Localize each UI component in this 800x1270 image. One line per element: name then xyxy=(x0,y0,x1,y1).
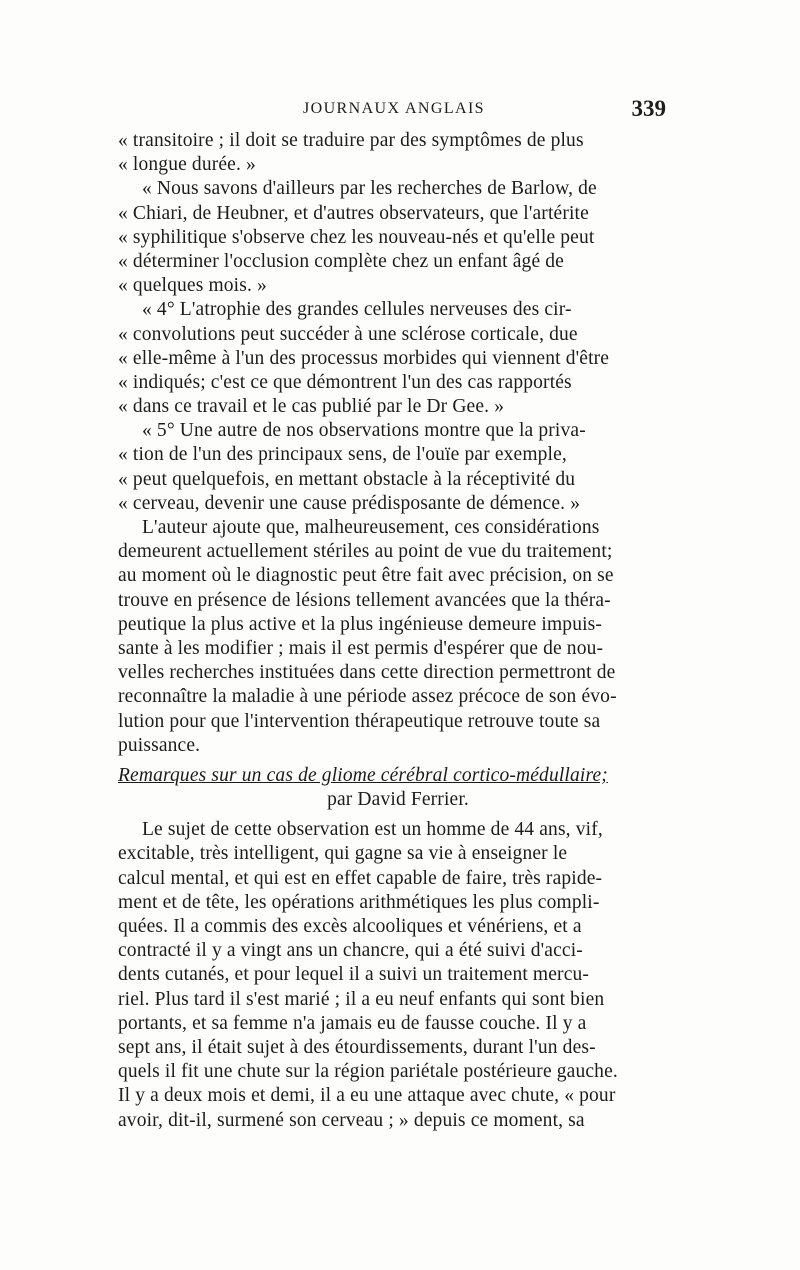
text-line: reconnaître la maladie à une période assez précoce de son évo- xyxy=(118,686,617,708)
text-line: quels il fit une chute sur la région pariétale postérieure gauche. xyxy=(118,1061,618,1083)
text-line: sept ans, il était sujet à des étourdissements, durant l'un des- xyxy=(118,1036,596,1058)
section-author: par David Ferrier. xyxy=(327,789,469,811)
text-line: « longue durée. » xyxy=(118,154,256,176)
text-line: avoir, dit-il, surmené son cerveau ; » depuis ce moment, sa xyxy=(118,1109,585,1131)
text-line: lution pour que l'intervention thérapeutique retrouve toute sa xyxy=(118,710,601,732)
text-line: excitable, très intelligent, qui gagne sa vie à enseigner le xyxy=(118,843,568,865)
text-line: « indiqués; c'est ce que démontrent l'un des cas rapportés xyxy=(118,371,572,393)
text-line: Le sujet de cette observation est un homme de 44 ans, vif, xyxy=(142,819,603,841)
text-line: quées. Il a commis des excès alcooliques et vénériens, et a xyxy=(118,916,582,937)
text-line: Il y a deux mois et demi, il a eu une attaque avec chute, « pour xyxy=(118,1085,616,1107)
text-line: contracté il y a vingt ans un chancre, qui a été suivi d'acci- xyxy=(118,940,583,962)
text-line: « convolutions peut succéder à une sclérose corticale, due xyxy=(118,323,578,345)
text-line: calcul mental, et qui est en effet capable de faire, très rapide- xyxy=(118,867,603,889)
text-line: « syphilitique s'observe chez les nouveau-nés et qu'elle peut xyxy=(118,226,595,248)
text-line: trouve en présence de lésions tellement avancées que la théra- xyxy=(118,589,611,611)
text-line: puissance. xyxy=(118,734,201,756)
text-line: dents cutanés, et pour lequel il a suivi un traitement mercu- xyxy=(118,964,590,986)
text-line: « elle-même à l'un des processus morbides qui viennent d'être xyxy=(118,347,610,369)
text-line: « tion de l'un des principaux sens, de l'ouïe par exemple, xyxy=(118,444,567,466)
text-line: « 5° Une autre de nos observations montre que la priva- xyxy=(142,420,586,442)
text-line: L'auteur ajoute que, malheureusement, ces considérations xyxy=(142,517,600,538)
text-line: peutique la plus active et la plus ingénieuse demeure impuis- xyxy=(118,613,603,635)
text-line: portants, et sa femme n'a jamais eu de fausse couche. Il y a xyxy=(118,1012,587,1034)
text-line: « cerveau, devenir une cause prédisposante de démence. » xyxy=(118,492,581,514)
section-title: Remarques sur un cas de gliome cérébral cortico-médullaire; xyxy=(118,764,608,786)
text-line: velles recherches instituées dans cette direction permettront de xyxy=(118,662,616,684)
page-header xyxy=(118,96,670,124)
text-line: au moment où le diagnostic peut être fait avec précision, on se xyxy=(118,565,614,587)
running-title: JOURNAUX ANGLAIS xyxy=(303,100,485,117)
text-line: « dans ce travail et le cas publié par le Dr Gee. » xyxy=(118,396,505,418)
text-line: « 4° L'atrophie des grandes cellules nerveuses des cir- xyxy=(142,299,572,321)
text-line: « Chiari, de Heubner, et d'autres observateurs, que l'artérite xyxy=(118,202,589,224)
body-text xyxy=(118,129,678,1133)
text-line: « transitoire ; il doit se traduire par des symptômes de plus xyxy=(118,130,584,151)
text-line: ment et de tête, les opérations arithmétiques les plus compli- xyxy=(118,891,600,913)
text-line: demeurent actuellement stériles au point de vue du traitement; xyxy=(118,541,613,563)
text-line: « Nous savons d'ailleurs par les recherches de Barlow, de xyxy=(142,178,597,200)
text-line: « quelques mois. » xyxy=(118,275,267,297)
text-line: sante à les modifier ; mais il est permis d'espérer que de nou- xyxy=(118,637,604,659)
text-line: « peut quelquefois, en mettant obstacle à la réceptivité du xyxy=(118,468,576,490)
text-line: « déterminer l'occlusion complète chez un enfant âgé de xyxy=(118,250,564,272)
page-number: 339 xyxy=(631,96,666,121)
text-line: riel. Plus tard il s'est marié ; il a eu neuf enfants qui sont bien xyxy=(118,988,605,1010)
